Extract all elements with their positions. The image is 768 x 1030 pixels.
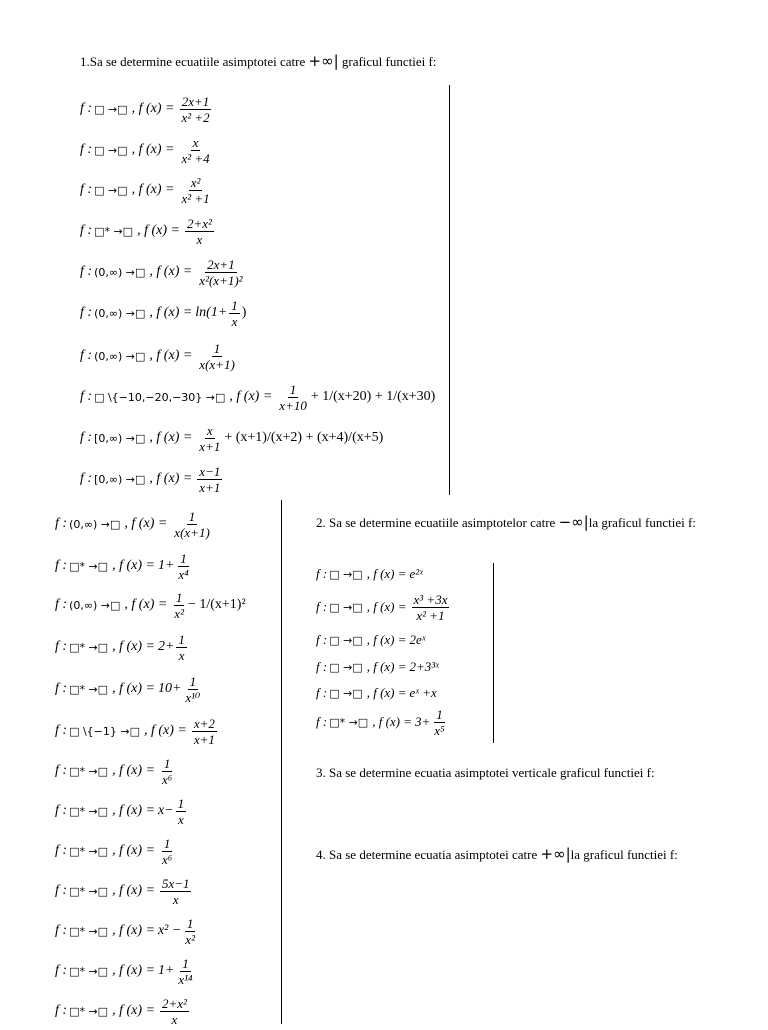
- function-symbol: f :: [316, 599, 328, 614]
- function-notation: , f (x) =: [131, 142, 175, 157]
- fraction-denominator: x: [177, 811, 184, 827]
- fraction: [172, 509, 211, 540]
- function-notation: , f (x) =: [112, 803, 155, 818]
- fraction-numerator: 1: [182, 955, 189, 971]
- function-notation: , f (x) =: [372, 714, 413, 729]
- function-domain: (0,∞) →□: [69, 517, 121, 531]
- fraction-numerator: 5x−1: [161, 875, 190, 891]
- function-symbol: f :: [80, 142, 93, 157]
- fraction-numerator: 1: [163, 835, 171, 851]
- fraction-numerator: x³ +3x: [413, 591, 448, 607]
- fraction-denominator: x⁴: [178, 566, 189, 582]
- formula-prefix: 1+: [157, 963, 175, 978]
- fraction-denominator: x² +4: [181, 150, 210, 166]
- function-symbol: f :: [316, 659, 328, 674]
- fraction-numerator: 1: [188, 508, 196, 524]
- fraction-numerator: 1: [436, 706, 443, 722]
- function-domain: □* →□: [69, 1004, 109, 1018]
- formula-row: [80, 90, 214, 128]
- function-notation: , f (x) =: [143, 723, 187, 738]
- function-domain: (0,∞) →□: [94, 349, 146, 363]
- fraction-numerator: x: [206, 422, 213, 438]
- fraction-denominator: x: [196, 231, 203, 247]
- function-symbol: f :: [55, 843, 68, 858]
- formula-row: [55, 505, 214, 543]
- function-notation: , f (x) =: [112, 681, 155, 696]
- function-symbol: f :: [316, 566, 328, 581]
- fraction-numerator: x²: [190, 174, 201, 190]
- function-symbol: f :: [316, 632, 328, 647]
- formula-prefix: 2eˣ: [409, 632, 426, 647]
- formula-row: [80, 337, 239, 375]
- fraction-denominator: x²(x+1)²: [199, 272, 243, 288]
- fraction-numerator: 1: [175, 589, 183, 605]
- formula-prefix: x−: [157, 803, 174, 818]
- fraction-numerator: 1: [189, 673, 197, 689]
- function-symbol: f :: [80, 430, 93, 445]
- formula-row: [80, 419, 383, 457]
- function-domain: □ \{−1} →□: [69, 724, 140, 738]
- function-notation: , f (x) =: [112, 963, 155, 978]
- q2-text-before: 2. Sa se determine ecuatiile asimptotelor catre: [316, 515, 559, 530]
- fraction-denominator: x²: [174, 605, 184, 621]
- formula-row: [55, 670, 204, 708]
- fraction-denominator: x² +1: [181, 190, 210, 206]
- function-notation: , f (x) =: [366, 599, 407, 614]
- function-notation: , f (x) =: [112, 1003, 155, 1018]
- formula-prefix: 1+: [157, 558, 175, 573]
- function-domain: □* →□: [69, 682, 109, 696]
- function-domain: □* →□: [94, 224, 134, 238]
- formula-row: [316, 678, 437, 708]
- question-1-heading: [80, 53, 436, 70]
- function-domain: (0,∞) →□: [94, 265, 146, 279]
- function-domain: □* →□: [69, 764, 109, 778]
- q1-text-before: 1.Sa se determine ecuatiile asimptotei catre: [80, 54, 309, 69]
- fraction: [176, 956, 194, 987]
- function-notation: , f (x) =: [112, 639, 155, 654]
- fraction: [185, 216, 214, 247]
- formula-prefix: ln(1+: [195, 305, 228, 320]
- function-notation: , f (x) =: [112, 763, 155, 778]
- function-domain: [0,∞) →□: [94, 431, 146, 445]
- formula-row: [55, 992, 191, 1030]
- formula-row: [80, 253, 247, 291]
- fraction-denominator: x(x+1): [174, 524, 210, 540]
- fraction-denominator: x¹⁰: [185, 689, 201, 705]
- divider-line-q2: [493, 563, 494, 743]
- fraction-numerator: x−1: [199, 463, 221, 479]
- function-symbol: f :: [55, 723, 68, 738]
- function-symbol: f :: [55, 963, 68, 978]
- function-notation: , f (x) =: [124, 516, 168, 531]
- function-domain: □* →□: [69, 924, 109, 938]
- divider-line-q1: [449, 85, 450, 495]
- fraction-denominator: x+10: [279, 397, 307, 413]
- plus-infinity-symbol: +∞|: [540, 845, 571, 863]
- formula-prefix: 10+: [157, 681, 182, 696]
- function-domain: □* →□: [69, 640, 109, 654]
- function-domain: □* →□: [69, 884, 109, 898]
- fraction-denominator: x: [171, 1011, 178, 1027]
- fraction-denominator: x⁶: [161, 851, 173, 867]
- function-notation: , f (x) =: [149, 430, 193, 445]
- formula-row: [316, 707, 449, 737]
- formula-row: [55, 832, 176, 870]
- fraction: [432, 707, 446, 738]
- fraction: [197, 341, 236, 372]
- divider-line-columns: [281, 500, 282, 1024]
- fraction-denominator: x+1: [199, 438, 221, 454]
- function-notation: , f (x) =: [149, 471, 193, 486]
- formula-prefix: 3+: [415, 714, 431, 729]
- formula-prefix: 2+3³ˣ: [409, 659, 439, 674]
- fraction: [172, 590, 186, 621]
- fraction: [183, 916, 197, 947]
- question-4-heading: [316, 846, 736, 863]
- function-domain: □ →□: [329, 633, 363, 647]
- function-notation: , f (x) =: [149, 348, 193, 363]
- fraction-numerator: 2x+1: [207, 256, 235, 272]
- q2-text-after: la graficul functiei f:: [588, 515, 696, 530]
- formula-prefix: x² −: [157, 923, 182, 938]
- function-notation: , f (x) =: [149, 264, 193, 279]
- formula-row: [55, 586, 246, 624]
- fraction-denominator: x+1: [193, 731, 215, 747]
- function-domain: □ →□: [329, 686, 363, 700]
- function-domain: (0,∞) →□: [94, 306, 146, 320]
- fraction-denominator: x: [231, 313, 238, 329]
- formula-suffix: + 1/(x+20) + 1/(x+30): [310, 389, 436, 404]
- fraction: [183, 674, 202, 705]
- function-notation: , f (x) =: [112, 843, 155, 858]
- fraction-numerator: 1: [177, 795, 185, 811]
- fraction-denominator: x¹⁴: [178, 971, 193, 987]
- fraction-denominator: x(x+1): [199, 356, 235, 372]
- fraction-numerator: 1: [186, 915, 194, 931]
- fraction: [160, 756, 174, 787]
- function-domain: □ →□: [94, 143, 128, 157]
- formula-row: [316, 592, 451, 622]
- fraction: [197, 257, 244, 288]
- function-symbol: f :: [55, 1003, 68, 1018]
- fraction-denominator: x⁶: [161, 771, 173, 787]
- fraction-denominator: x²: [185, 931, 195, 947]
- function-notation: , f (x) =: [131, 101, 175, 116]
- q4-text-after: la graficul functiei f:: [570, 847, 678, 862]
- formula-row: [80, 131, 214, 169]
- function-notation: , f (x) =: [366, 659, 407, 674]
- question-3-heading: [316, 764, 655, 781]
- fraction-denominator: x+1: [199, 479, 221, 495]
- question-2-heading: [316, 514, 736, 531]
- function-notation: , f (x) =: [149, 305, 193, 320]
- function-symbol: f :: [80, 348, 93, 363]
- fraction: [179, 135, 211, 166]
- function-symbol: f :: [55, 597, 68, 612]
- formula-row: [80, 294, 246, 332]
- formula-row: [55, 872, 193, 910]
- formula-row: [80, 212, 216, 250]
- fraction: [160, 996, 189, 1027]
- function-symbol: f :: [80, 389, 93, 404]
- function-domain: □ →□: [94, 183, 128, 197]
- function-symbol: f :: [80, 471, 93, 486]
- fraction-numerator: x: [192, 134, 199, 150]
- q4-text-before: 4. Sa se determine ecuatia asimptotei catre: [316, 847, 541, 862]
- function-domain: □* →□: [69, 844, 109, 858]
- fraction-numerator: 1: [163, 755, 171, 771]
- formula-row: [316, 559, 423, 589]
- function-notation: , f (x) =: [112, 558, 155, 573]
- fraction-denominator: x⁵: [434, 722, 445, 738]
- minus-infinity-symbol: −∞|: [558, 513, 589, 531]
- fraction-numerator: 1: [289, 381, 297, 397]
- function-domain: □ →□: [329, 660, 363, 674]
- function-symbol: f :: [55, 558, 68, 573]
- fraction-numerator: 1: [231, 297, 238, 313]
- fraction: [179, 175, 211, 206]
- fraction: [160, 876, 192, 907]
- formula-prefix: 2+: [157, 639, 175, 654]
- fraction: [176, 632, 187, 663]
- fraction-denominator: x: [178, 647, 185, 663]
- fraction: [197, 423, 222, 454]
- function-symbol: f :: [80, 264, 93, 279]
- q3-text: 3. Sa se determine ecuatia asimptotei verticale graficul functiei f:: [316, 765, 655, 780]
- plus-infinity-symbol: +∞|: [308, 52, 339, 70]
- formula-suffix: − 1/(x+1)²: [187, 597, 246, 612]
- fraction-denominator: x² +1: [416, 607, 445, 623]
- fraction-numerator: 2x+1: [181, 93, 210, 109]
- function-symbol: f :: [55, 803, 68, 818]
- fraction: [179, 94, 211, 125]
- function-notation: , f (x) =: [137, 223, 180, 238]
- fraction-denominator: x: [172, 891, 179, 907]
- fraction-numerator: x+2: [193, 715, 215, 731]
- fraction: [160, 836, 174, 867]
- function-domain: □* →□: [69, 559, 109, 573]
- function-notation: , f (x) =: [112, 923, 155, 938]
- fraction: [176, 551, 190, 582]
- function-domain: (0,∞) →□: [69, 598, 121, 612]
- q1-text-after: graficul functiei f:: [338, 54, 437, 69]
- fraction-numerator: 2+x²: [186, 215, 212, 231]
- formula-suffix: ): [241, 305, 247, 320]
- function-symbol: f :: [316, 685, 328, 700]
- function-symbol: f :: [80, 101, 93, 116]
- function-symbol: f :: [55, 516, 68, 531]
- fraction-numerator: 1: [213, 340, 221, 356]
- function-notation: , f (x) =: [366, 566, 407, 581]
- function-symbol: f :: [55, 923, 68, 938]
- fraction-numerator: 2+x²: [161, 995, 187, 1011]
- fraction: [412, 592, 450, 623]
- fraction: [176, 796, 187, 827]
- function-symbol: f :: [80, 305, 93, 320]
- function-notation: , f (x) =: [124, 597, 168, 612]
- formula-row: [55, 712, 219, 750]
- function-symbol: f :: [55, 763, 68, 778]
- formula-row: [55, 792, 188, 830]
- formula-prefix: eˣ +x: [409, 685, 437, 700]
- function-symbol: f :: [80, 223, 93, 238]
- function-domain: □ →□: [94, 102, 128, 116]
- function-symbol: f :: [55, 639, 68, 654]
- function-domain: □* →□: [329, 715, 369, 729]
- function-domain: □ →□: [329, 600, 363, 614]
- function-domain: □ →□: [329, 567, 363, 581]
- formula-prefix: e²ˣ: [409, 566, 423, 581]
- function-domain: □* →□: [69, 804, 109, 818]
- function-notation: , f (x) =: [366, 632, 407, 647]
- function-notation: , f (x) =: [366, 685, 407, 700]
- function-notation: , f (x) =: [131, 182, 175, 197]
- formula-row: [55, 952, 197, 990]
- formula-row: [80, 460, 224, 498]
- function-notation: , f (x) =: [229, 389, 273, 404]
- function-domain: □ \{−10,−20,−30} →□: [94, 390, 226, 404]
- formula-row: [316, 625, 425, 655]
- fraction-numerator: 1: [178, 631, 185, 647]
- function-notation: , f (x) =: [112, 883, 155, 898]
- fraction: [277, 382, 309, 413]
- formula-row: [55, 752, 176, 790]
- fraction: [197, 464, 222, 495]
- function-domain: [0,∞) →□: [94, 472, 146, 486]
- function-symbol: f :: [80, 182, 93, 197]
- fraction-numerator: 1: [180, 550, 187, 566]
- formula-row: [55, 912, 199, 950]
- function-symbol: f :: [55, 883, 68, 898]
- formula-row: [55, 547, 193, 585]
- function-symbol: f :: [55, 681, 68, 696]
- fraction: [229, 298, 240, 329]
- fraction: [192, 716, 217, 747]
- formula-row: [80, 378, 435, 416]
- formula-suffix: + (x+1)/(x+2) + (x+4)/(x+5): [224, 430, 384, 445]
- formula-row: [80, 171, 214, 209]
- fraction-denominator: x² +2: [181, 109, 210, 125]
- function-symbol: f :: [316, 714, 328, 729]
- formula-row: [55, 628, 189, 666]
- function-domain: □* →□: [69, 964, 109, 978]
